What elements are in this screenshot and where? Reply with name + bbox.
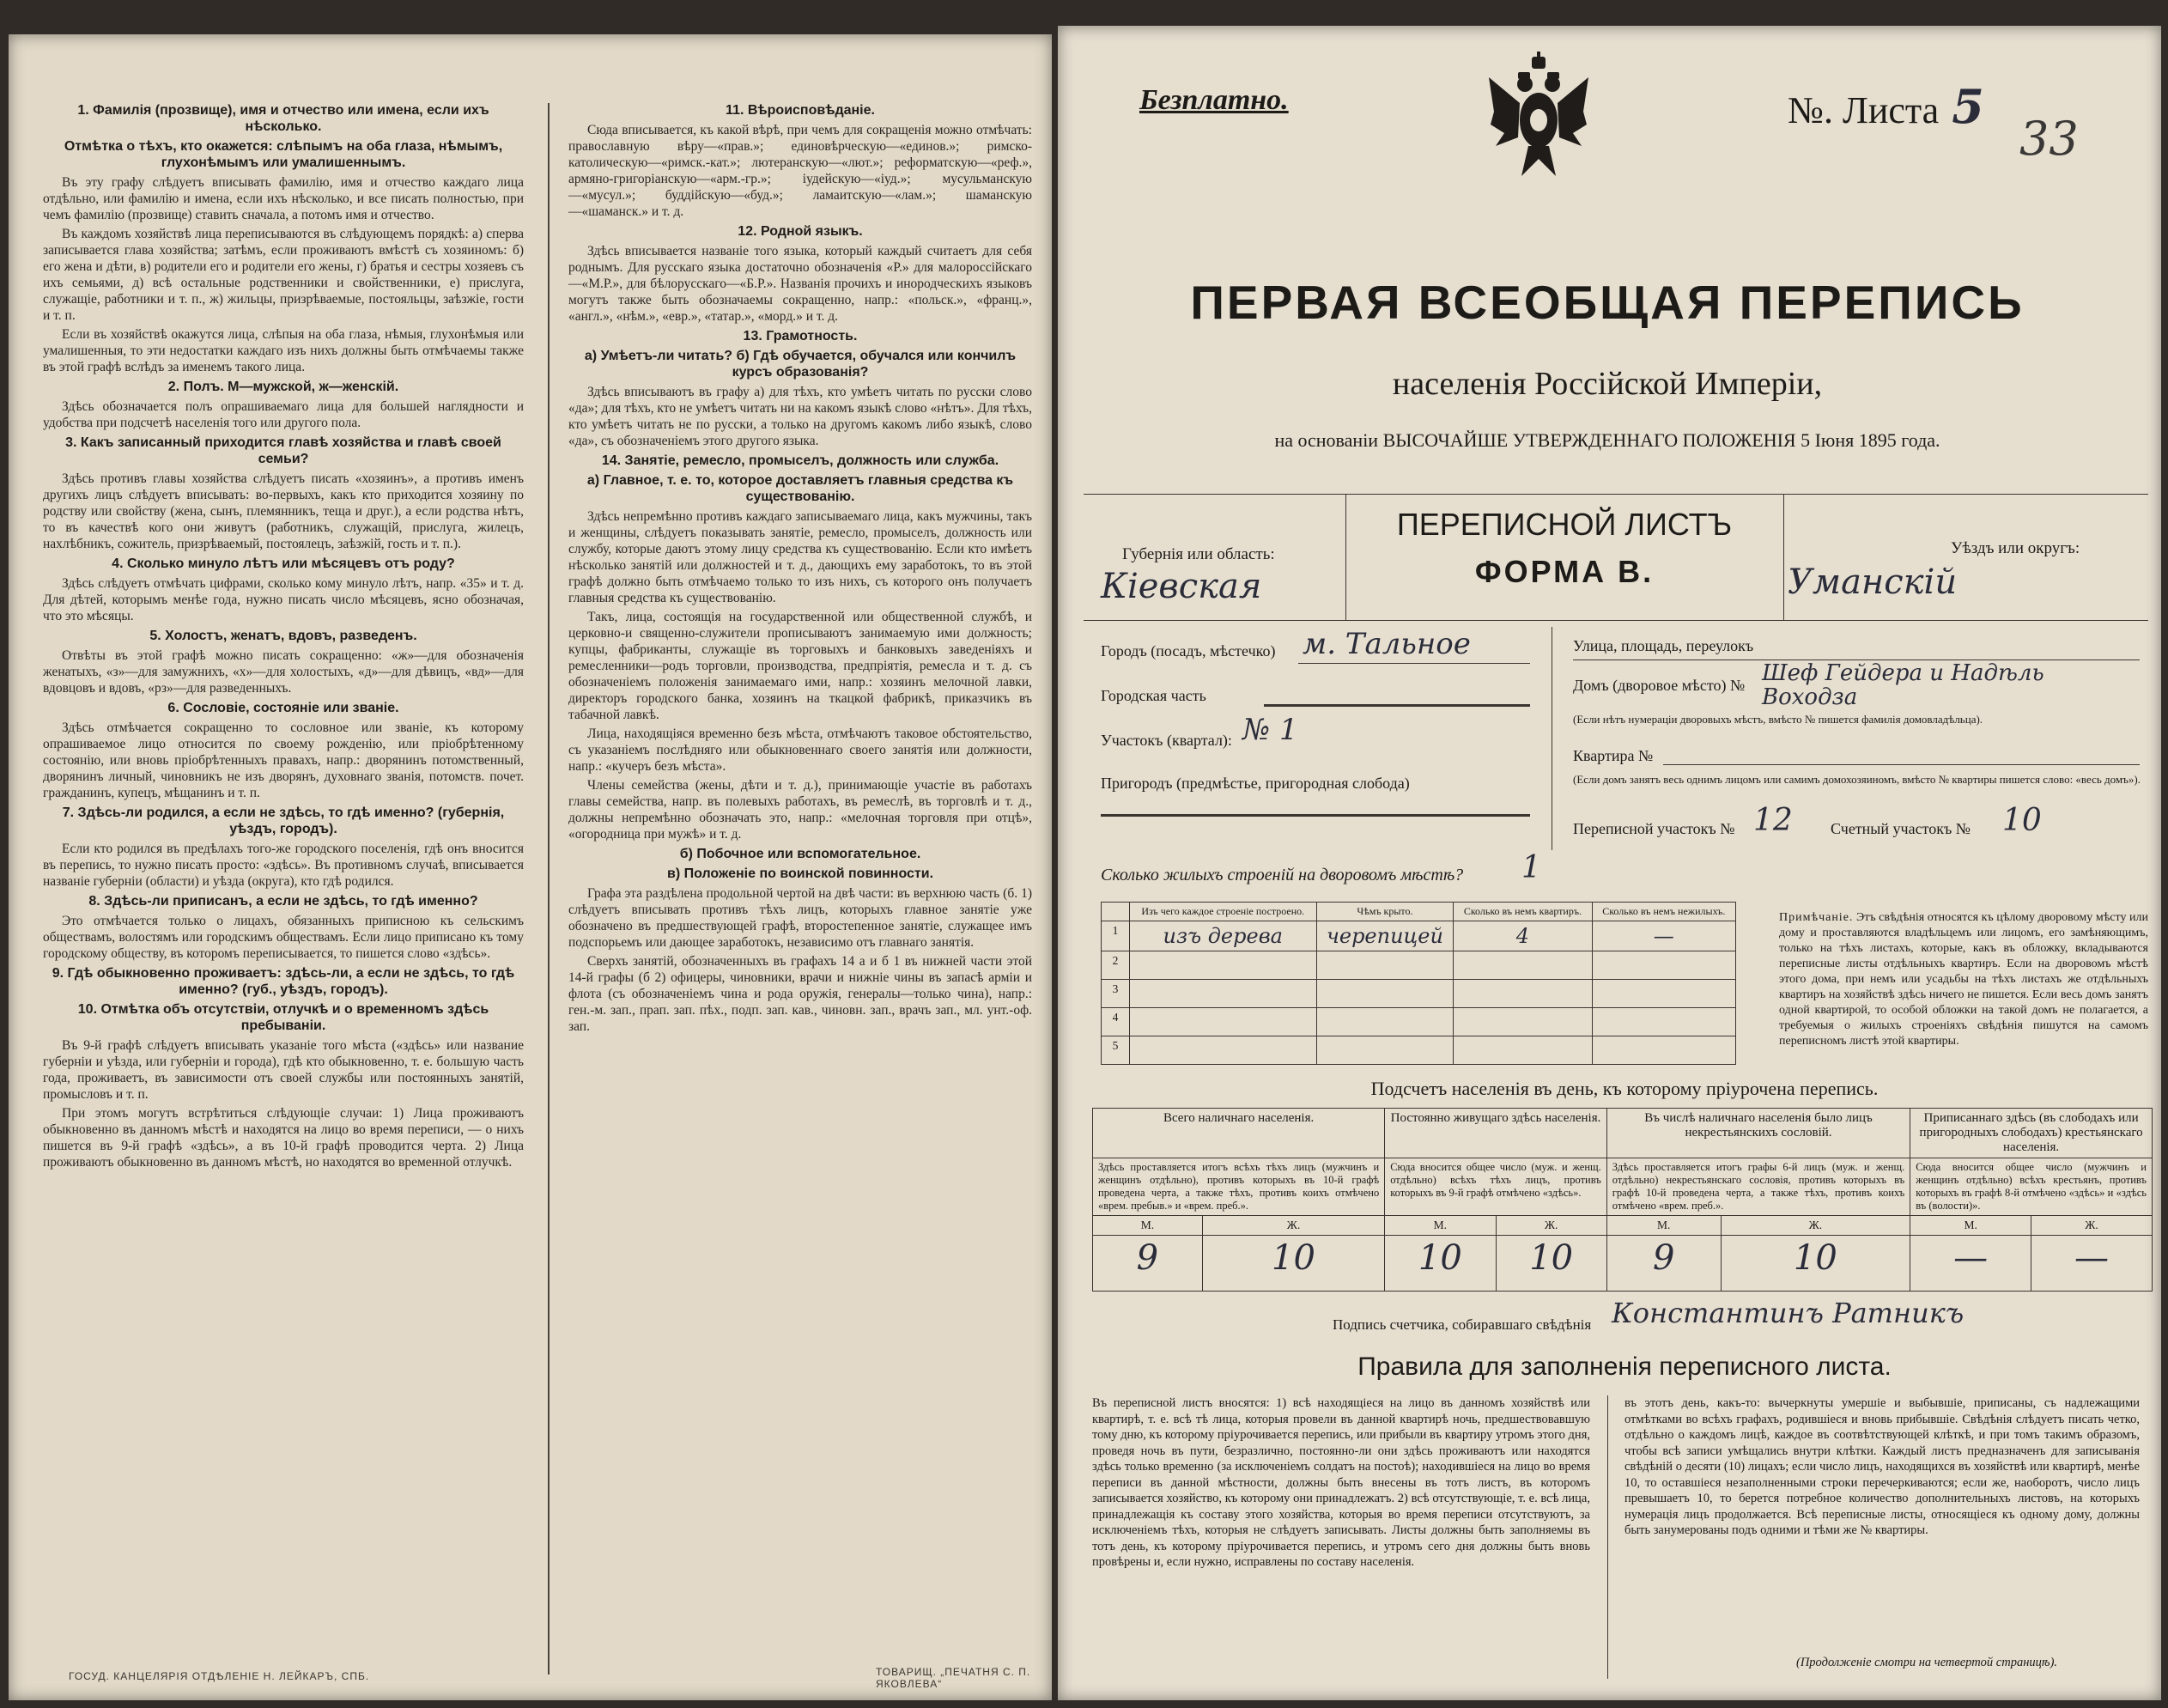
printer-footer-right: ТОВАРИЩ. „ПЕЧАТНЯ С. П. ЯКОВЛЕВА“ [876, 1666, 1031, 1690]
population-value: — [2031, 1236, 2153, 1292]
population-column-description: Здѣсь проставляется итогъ всѣхъ тѣхъ лицъ (мужчинъ и женщинъ отдѣльно), противъ которыхъ въ 10-й графѣ проведена черта, а также тѣхъ, противъ коихъ отмѣчено «врем. пребыв.» и «врем. преб.». [1093, 1158, 1385, 1216]
section-heading: 8. Здѣсь-ли приписанъ, а если не здѣсь, то гдѣ именно? [88, 894, 478, 909]
section-paragraph: Графа эта раздѣлена продольной чертой на двѣ части: въ верхнюю часть (б. 1) слѣдуетъ вписывать противъ тѣхъ лицъ, которыхъ главное занятіе уже обозначено въ предшествующей графѣ, второстепенное занятіе, служащее имъ подспорьемъ или дающее заработокъ, независимо отъ главнаго занятія. [568, 886, 1032, 950]
sheet-pencil-number: 33 [2019, 112, 2079, 166]
census-plot-label: Переписной участокъ № [1573, 820, 1735, 837]
buildings-note [1779, 910, 2148, 1049]
section-heading: 4. Сколько минуло лѣтъ или мѣсяцевъ отъ роду? [112, 556, 455, 571]
population-column-header: Въ числѣ наличнаго населенія было лицъ некрестьянскихъ сословій. [1606, 1109, 1910, 1158]
table-row [1102, 921, 1736, 951]
section-heading: 3. Какъ записанный приходится главѣ хозяйства и главѣ своей семьи? [65, 435, 501, 466]
sheet-number-label: №. Листа [1788, 89, 1940, 131]
left-column-1 [43, 99, 524, 1173]
section-heading: 1. Фамилія (прозвище), имя и отчество или имена, если ихъ нѣсколько. [77, 103, 489, 134]
section-heading: 7. Здѣсь-ли родился, а если не здѣсь, то гдѣ именно? (губернія, уѣздъ, городъ). [62, 805, 505, 836]
section-paragraph: Здѣсь обозначается полъ опрашиваемаго лица для большей наглядности и удобства при подсчетѣ населенія того или другого пола. [43, 399, 524, 430]
census-plot-value: 12 [1753, 803, 1793, 838]
buildings-cell-n: 2 [1102, 951, 1130, 980]
buildings-cell-apartments [1454, 951, 1592, 980]
buildings-column-header: Изъ чего каждое строеніе построено. [1130, 903, 1317, 921]
province-value: Кіевская [1101, 567, 1262, 606]
table-row [1102, 1036, 1736, 1065]
sex-label: Ж. [1202, 1216, 1384, 1236]
population-table [1092, 1108, 2153, 1292]
printer-footer-left: ГОСУД. КАНЦЕЛЯРІЯ ОТДѢЛЕНІЕ Н. ЛЕЙКАРЪ, СПБ. [69, 1670, 370, 1682]
buildings-cell-material: изъ дерева [1130, 921, 1317, 951]
row-number-header [1102, 903, 1130, 921]
buildings-cell-n: 3 [1102, 980, 1130, 1008]
census-basis: на основаніи ВЫСОЧАЙШЕ УТВЕРЖДЕННАГО ПОЛОЖЕНІЯ 5 Іюня 1895 года. [1274, 429, 1940, 451]
section-heading: в) Положеніе по воинской повинности. [666, 866, 934, 881]
buildings-column-header: Сколько въ немъ квартиръ. [1454, 903, 1592, 921]
census-subtitle: населенія Россійской Имперіи, [1392, 366, 1823, 402]
population-heading: Подсчетъ населенія въ день, къ которому пріурочена перепись. [1370, 1078, 1879, 1099]
free-label: Безплатно. [1139, 84, 1289, 116]
buildings-column-header: Чѣмъ крыто. [1316, 903, 1454, 921]
buildings-question: Сколько жилыхъ строеній на дворовомъ мѣстѣ? [1101, 866, 1464, 884]
buildings-cell-roof: черепицей [1316, 921, 1454, 951]
section-paragraph: Члены семейства (жены, дѣти и т. д.), принимающіе участіе въ работахъ главы семейства, напр. въ полевыхъ работахъ, въ ремеслѣ, въ торговлѣ и т. д., должны непремѣнно обозначать это, напр.: «мелочная торговля при отцѣ», «огородница при мужѣ» и т. д. [568, 778, 1032, 842]
district-label: Уѣздъ или округъ: [1951, 539, 2080, 557]
buildings-value: 1 [1521, 850, 1541, 885]
buildings-cell-nonres [1592, 980, 1735, 1008]
buildings-cell-nonres [1592, 951, 1735, 980]
sheet-number [1788, 79, 1984, 134]
house-note: (Если нѣтъ нумераціи дворовыхъ мѣстъ, вмѣсто № пишется фамилія домовладѣльца). [1573, 713, 1983, 726]
town-value: м. Тальное [1303, 627, 1471, 661]
buildings-cell-n: 5 [1102, 1036, 1130, 1065]
population-description-row [1093, 1158, 2153, 1216]
plot-label: Участокъ (квартал): [1101, 732, 1232, 749]
column-divider [548, 103, 550, 1675]
buildings-cell-n: 1 [1102, 921, 1130, 951]
section-paragraph: Здѣсь слѣдуетъ отмѣчать цифрами, сколько кому минуло лѣтъ, напр. «35» и т. д. Для дѣтей, которымъ менѣе года, нужно писать число мѣсяцевъ, ясно обозначая, что это мѣсяцы. [43, 576, 524, 623]
population-column-header: Всего наличнаго населенія. [1093, 1109, 1385, 1158]
signature-value: Константинъ Ратникъ [1612, 1297, 1965, 1329]
suburb-label: Пригородъ (предмѣстье, пригородная слобода) [1101, 775, 1410, 792]
header-bottom-rule [1084, 620, 2148, 621]
section-paragraph: Здѣсь непремѣнно противъ каждаго записываемаго лица, какъ мужчины, такъ и женщины, слѣдуетъ показывать занятіе, ремесло, промыселъ, должность или службу, которые даютъ этому лицу средства къ существованію. Если кто имѣетъ нѣсколько занятій или должностей и т. д., дающихъ ему заработокъ, то въ этой графѣ должно быть отмѣчаемо только то изъ нихъ, съ которого онъ получаетъ главныя средства къ существованію. [568, 509, 1032, 605]
population-sex-row [1093, 1216, 2153, 1236]
form-title: ПЕРЕПИСНОЙ ЛИСТЪ [1396, 507, 1733, 542]
population-value: 10 [1385, 1236, 1496, 1292]
buildings-cell-roof [1316, 1008, 1454, 1036]
buildings-cell-apartments [1454, 1008, 1592, 1036]
buildings-cell-nonres: — [1592, 921, 1735, 951]
section-paragraph: Въ каждомъ хозяйствѣ лица переписываются въ слѣдующемъ порядкѣ: а) сперва записывается глава хозяйства; затѣмъ, если проживаютъ вмѣстѣ съ хозяиномъ: б) его жена и дѣти, в) родители его и родители его жены, г) братья и сестры хозяевъ съ ихъ семьями, д) всѣ остальные родственники и свойственники, е) прислуга, служащіе, работники и т. п., ж) жильцы, призрѣваемые, постояльцы, заѣзжіе, гости и т. п. [43, 227, 524, 323]
buildings-cell-roof [1316, 980, 1454, 1008]
town-part-label: Городская часть [1101, 687, 1206, 704]
section-heading: 2. Полъ. М—мужской, ж—женскій. [167, 380, 399, 394]
section-paragraph: Сюда вписывается, къ какой вѣрѣ, при чемъ для сокращенія можно отмѣчать: православную вѣру—«прав.»; единовѣрческую—«единов.»; римско-католическую—«римск.-кат.»; лютеранскую—«лют.»; реформатскую—«реф.», армяно-григоріанскую—«арм.-гр.»; іудейскую—«іуд.»; мусульманскую—«мусул.»; буддійскую—«буд.»; ламаитскую—«лам.»; шаманскую—«шаманск.» и т. д. [568, 123, 1032, 219]
buildings-cell-roof [1316, 1036, 1454, 1065]
section-paragraph: Если въ хозяйствѣ окажутся лица, слѣпыя на оба глаза, нѣмыя, глухонѣмыя или умалишенныя, то эти недостатки каждаго изъ нихъ должны быть отмѣчаемы также въ этой графѣ вслѣдъ за именемъ такого лица. [43, 327, 524, 374]
buildings-cell-nonres [1592, 1008, 1735, 1036]
population-value: 9 [1093, 1236, 1203, 1292]
apartment-label: Квартира № [1573, 747, 1654, 764]
house-label: Домъ (дворовое мѣсто) № [1573, 677, 1746, 694]
population-column-description: Сюда вносится общее число (муж. и женщ. отдѣльно) всѣхъ тѣхъ лицъ, противъ которыхъ въ 9-й графѣ отмѣчено «здѣсь». [1385, 1158, 1607, 1216]
buildings-table-header [1102, 903, 1736, 921]
sex-label: М. [1606, 1216, 1721, 1236]
buildings-column-header: Сколько въ немъ нежилыхъ. [1592, 903, 1735, 921]
population-column-header: Постоянно живущаго здѣсь населенія. [1385, 1109, 1607, 1158]
section-paragraph: При этомъ могутъ встрѣтиться слѣдующіе случаи: 1) Лица проживаютъ обыкновенно въ данномъ мѣстѣ и находятся на лицо во время переписи, — о нихъ пишется въ 9-й графѣ «здѣсь», а въ 10-й графѣ проводится черта. 2) Лица проживаютъ обыкновенно въ данномъ мѣстѣ, но находятся во временной отлучкѣ. [43, 1106, 524, 1170]
buildings-cell-roof [1316, 951, 1454, 980]
note-label: Примѣчаніе. [1779, 911, 1854, 924]
section-heading: а) Умѣетъ-ли читать? б) Гдѣ обучается, обучался или кончилъ курсъ образованія? [584, 349, 1017, 380]
population-value: 10 [1496, 1236, 1606, 1292]
section-paragraph: Сверхъ занятій, обозначенныхъ въ графахъ 14 а и б 1 въ нижней части этой 14-й графы (б 2) офицеры, чиновники, врачи и нижніе чины въ запасѣ арміи и флота (съ обозначеніемъ чина и рода оружія, генералы—только чина), напр.: ген.-м. зап., прап. зап. пѣх., подп. зап. кав., чиновн. зап., врачъ зап., мл. унт.-оф. зап. [568, 954, 1032, 1034]
street-label: Улица, площадь, переулокъ [1573, 637, 1754, 654]
population-column-description: Сюда вносится общее число (мужчинъ и женщинъ отдѣльно) всѣхъ крестьянъ, противъ которыхъ въ графѣ 8-й отмѣчено «здѣсь» и «здѣсь въ (волости)». [1910, 1158, 2153, 1216]
table-row [1102, 1008, 1736, 1036]
plot-value: № 1 [1242, 713, 1298, 747]
apartment-line [1663, 764, 2140, 765]
population-column-header: Приписаннаго здѣсь (въ слободахъ или пригородныхъ слободахъ) крестьянскаго населенія. [1910, 1109, 2153, 1158]
sex-label: М. [1385, 1216, 1496, 1236]
province-label: Губернія или область: [1122, 545, 1275, 563]
buildings-cell-apartments [1454, 980, 1592, 1008]
section-heading: б) Побочное или вспомогательное. [679, 847, 921, 861]
table-row [1102, 980, 1736, 1008]
house-value: Шеф Гейдера и Надѣль Воходза [1762, 660, 2044, 710]
header-top-rule [1084, 494, 2148, 495]
buildings-cell-material [1130, 980, 1317, 1008]
section-heading: 6. Сословіе, состояніе или званіе. [167, 701, 399, 715]
buildings-cell-nonres [1592, 1036, 1735, 1065]
section-paragraph: Въ эту графу слѣдуетъ вписывать фамилію, имя и отчество каждаго лица отдѣльно, или фамилію и имена, если ихъ нѣсколько, и все писать полностью, при чемъ фамилію (прозвище) ставить сначала, а потомъ имя и отчество. [43, 175, 524, 222]
population-value: 10 [1202, 1236, 1384, 1292]
rules-right-column: въ этотъ день, какъ-то: вычеркнуты умершіе и выбывшіе, приписаны, съ надлежащими отмѣтками во всѣхъ графахъ, родившіеся и вновь прибывшіе. Свѣдѣнія слѣдуетъ писать четко, отдѣльно о каждомъ лицѣ, каждое въ соотвѣтствующей клѣткѣ, и при томъ такимъ образомъ, чтобы всѣ записи умѣщались внутри клѣтки. Каждый листъ предназначенъ для записыванія свѣдѣній о десяти (10) лицахъ; если число лицъ, находящихся въ хозяйствѣ или квартирѣ, менѣе 10, то оставшіеся незаполненными строки перечеркиваются; если же, наоборотъ, число лицъ превышаетъ 10, то берется потребное количество дополнительныхъ листовъ, на которыхъ нумерація лицъ продолжается. Всѣ переписные листы, относящіеся къ одному дому, должны быть занумерованы подъ одними и тѣми же № квартиры. [1624, 1396, 2140, 1537]
buildings-cell-apartments: 4 [1454, 921, 1592, 951]
signature-label: Подпись счетчика, собиравшаго свѣдѣнія [1333, 1316, 1592, 1333]
buildings-table [1101, 902, 1736, 1065]
buildings-cell-n: 4 [1102, 1008, 1130, 1036]
section-heading: 11. Вѣроисповѣданіе. [726, 103, 875, 118]
suburb-line [1101, 814, 1530, 817]
form-subtitle: ФОРМА В. [1474, 554, 1655, 589]
section-heading: 13. Грамотность. [743, 329, 858, 343]
population-header-row [1093, 1109, 2153, 1158]
section-heading: 12. Родной языкъ. [738, 224, 863, 239]
rules-continued: (Продолженіе смотри на четвертой страницѣ). [1796, 1656, 2058, 1669]
buildings-cell-material [1130, 1036, 1317, 1065]
section-paragraph: Если кто родился въ предѣлахъ того-же городского поселенія, гдѣ онъ вносится въ перепись, то нужно писать просто: «здѣсь». Въ противномъ случаѣ, вписывается названіе губерніи (области) и уѣзда (округа), кто гдѣ родился. [43, 842, 524, 889]
rules-divider [1607, 1395, 1608, 1679]
table-row [1102, 951, 1736, 980]
buildings-cell-apartments [1454, 1036, 1592, 1065]
rules-left-column: Въ переписной листъ вносятся: 1) всѣ находящіеся на лицо въ данномъ хозяйствѣ или квартирѣ, т. е. всѣ тѣ лица, которыя провели въ данной квартирѣ ночь, предшествовавшую тому дню, къ которому пріурочивается перепись, или прибыли въ квартиру утромъ этого дня, проведя ночь въ пути, безразлично, постоянно-ли они здѣсь проживаютъ или находятся здѣсь только временно (за исключеніемъ солдатъ на постоѣ); находившіеся на лицо во время переписи въ данной мѣстности, должны быть внесены въ тотъ листъ, въ которомъ записывается хозяйство, къ которому они принадлежатъ. 2) всѣ отсутствующіе, т. е. всѣ лица, принадлежащія къ составу этого хозяйства, которыя во время переписи отсутствуютъ, за исключеніемъ тѣхъ, которыя не слѣдуетъ записывать. Листы должны быть заполняемы въ тотъ день, къ которому пріурочивается перепись, и утромъ сего дня должны быть вновь провѣрены и, если нужно, исправлены по составу населенія. [1092, 1396, 1590, 1569]
imperial-eagle-emblem [1487, 52, 1590, 180]
section-paragraph: Лица, находящіяся временно безъ мѣста, отмѣчаютъ таковое обстоятельство, съ указаніемъ послѣдняго или обыкновеннаго своего занятія или должности, напр.: «кучеръ безъ мѣста». [568, 726, 1032, 774]
section-heading: 9. Гдѣ обыкновенно проживаетъ: здѣсь-ли, а если не здѣсь, то гдѣ именно? (губ., уѣздъ, городъ). [52, 966, 515, 997]
section-paragraph: Отвѣты въ этой графѣ можно писать сокращенно: «ж»—для обозначенія женатыхъ, «з»—для замужнихъ, «х»—для холостыхъ, «д»—для дѣвицъ, «вд»—для вдовцовъ и вдовъ, «рз»—для разведенныхъ. [43, 648, 524, 696]
right-page [1058, 26, 2161, 1700]
left-column-2 [568, 99, 1032, 1037]
section-paragraph: Здѣсь вписывается названіе того языка, который каждый считаетъ для себя роднымъ. Для русскаго языка достаточно обозначенія «Р.» для малороссійскаго—«М.Р.», для бѣлорусскаго—«Б.Р.». Названія прочихъ и инородческихъ языковъ могутъ также быть обозначаемы сокращенно, напр.: «польск.», «франц.», «англ.», «нѣм.», «евр.», «татар.», «морд.» и т. д. [568, 244, 1032, 324]
section-heading: Отмѣтка о тѣхъ, кто окажется: слѣпымъ на оба глаза, нѣмымъ, глухонѣмымъ или умалишеннымъ. [64, 139, 503, 170]
population-value: — [1910, 1236, 2031, 1292]
section-paragraph: Это отмѣчается только о лицахъ, обязанныхъ приписною къ сельскимъ обществамъ, волостямъ или городскимъ обществамъ. Если лицо приписано къ тому городскому обществу, въ которомъ переписывается, то пишется слово «здѣсь». [43, 914, 524, 961]
population-value: 10 [1721, 1236, 1910, 1292]
left-page [9, 34, 1052, 1700]
sex-label: М. [1093, 1216, 1203, 1236]
rules-heading: Правила для заполненія переписного листа. [1357, 1352, 1892, 1381]
section-heading: 10. Отмѣтка объ отсутствіи, отлучкѣ и о временномъ здѣсь пребываніи. [77, 1002, 489, 1033]
town-part-line [1264, 704, 1530, 707]
count-plot-label: Счетный участокъ № [1831, 820, 1971, 837]
section-heading: 14. Занятіе, ремесло, промыселъ, должность или служба. [601, 453, 999, 468]
section-paragraph: Здѣсь отмѣчается сокращенно то сословное или званіе, къ которому опрашиваемое лицо относится по своему рожденію, или пріобрѣтенному состоянію, или вновь пріобрѣтенныхъ правахъ, напр.: дворянинъ потомственный, дворянинъ личный, чиновникъ не изъ дворянъ, духовнаго званія, потомств. почет. гражданинъ, купецъ, мѣщанинъ и т. п. [43, 720, 524, 800]
section-paragraph: Въ 9-й графѣ слѣдуетъ вписывать указаніе того мѣста («здѣсь» или название губерніи и уѣзда, или губерніи и города), гдѣ кто обыкновенно, т. е. большую часть года, проживаетъ, въ зависимости отъ своей службы или постоянныхъ занятій, промысловъ и т. п. [43, 1038, 524, 1102]
sex-label: Ж. [1496, 1216, 1606, 1236]
population-value: 9 [1606, 1236, 1721, 1292]
section-heading: 5. Холостъ, женатъ, вдовъ, разведенъ. [149, 629, 417, 643]
buildings-cell-material [1130, 951, 1317, 980]
sheet-number-value: 5 [1952, 79, 1984, 134]
count-plot-value: 10 [2002, 803, 2042, 838]
sex-label: М. [1910, 1216, 2031, 1236]
town-label: Городъ (посадъ, мѣстечко) [1101, 642, 1276, 659]
section-paragraph: Здѣсь вписываютъ въ графу а) для тѣхъ, кто умѣетъ читать по русски слово «да»; для тѣхъ, кто не умѣетъ читать ни на какомъ языкѣ слово «нѣтъ». Для тѣхъ, кто умѣетъ читать не по русски, а только на другомъ какомъ либо языкѣ, слово «да», съ обозначеніемъ этого другого языка. [568, 385, 1032, 448]
population-values-row [1093, 1236, 2153, 1292]
sex-label: Ж. [2031, 1216, 2153, 1236]
sex-label: Ж. [1721, 1216, 1910, 1236]
district-value: Уманскій [1788, 562, 1958, 602]
section-paragraph: Здѣсь противъ главы хозяйства слѣдуетъ писать «хозяинъ», а противъ именъ другихъ лицъ слѣдуетъ вписывать: во-первыхъ, какъ кто приходится хозяину по родству или свойству (жена, сынъ, племянникъ, теща и друг.), а если родства нѣтъ, то въ качествѣ кого они живутъ (работникъ, служащій, прислуга, жилецъ, нахлѣбникъ, сожитель, призрѣваемый, постоялецъ, заѣзжій, гость и т. п.). [43, 471, 524, 551]
population-column-description: Здѣсь проставляется итогъ графы 6-й лицъ (муж. и женщ. отдѣльно) некрестьянскаго сословія, противъ которыхъ въ графѣ 10-й проведена черта, а также тѣхъ, противъ коихъ отмѣчено «врем. преб.». [1606, 1158, 1910, 1216]
town-line [1298, 663, 1530, 664]
census-title: ПЕРВАЯ ВСЕОБЩАЯ ПЕРЕПИСЬ [1190, 276, 2025, 329]
apartment-note: (Если домъ занятъ весь однимъ лицомъ или самимъ домохозяиномъ, вмѣсто № квартиры пишется слово: «весь домъ»). [1573, 773, 2141, 786]
buildings-cell-material [1130, 1008, 1317, 1036]
header-divider [1783, 494, 1784, 620]
section-paragraph: Такъ, лица, состоящія на государственной или общественной службѣ, и церковно-и священно-служители прописываютъ занимаемую ими должность; купцы, фабриканты, служащіе въ торговыхъ и банковыхъ заведеніяхъ и ремесленники—родъ торговли, производства, предпріятія, ремесла и т. д. съ обозначеніемъ положенія занимаемаго ими, напр.: хозяинъ мелочной лавки, директоръ городского банка, хозяинъ на ткацкой фабрикѣ, приказчикъ въ табачной лавкѣ. [568, 610, 1032, 722]
section-heading: а) Главное, т. е. то, которое доставляетъ главныя средства къ существованію. [586, 473, 1014, 504]
note-text: Этъ свѣдѣнія относятся къ цѣлому дворовому мѣсту или дому и проставляются владѣльцемъ или лицомъ, его замѣняющимъ, только на тѣхъ листахъ, которые, какъ въ обложку, вкладываются переписные листы отдѣльныхъ квартиръ. Если на дворовомъ мѣстѣ этого дома, при немъ или усадьбы на тѣхъ листахъ же отдѣльныхъ квартиръ на хозяйствѣ здѣсь ничего не пишется. Если весь домъ занятъ одной квартирой, то особой обложки на такой домъ не полагается, а требуемыя о жилыхъ строеніяхъ свѣдѣнія пишутся на самомъ переписномъ листѣ этой квартиры. [1779, 911, 2148, 1048]
